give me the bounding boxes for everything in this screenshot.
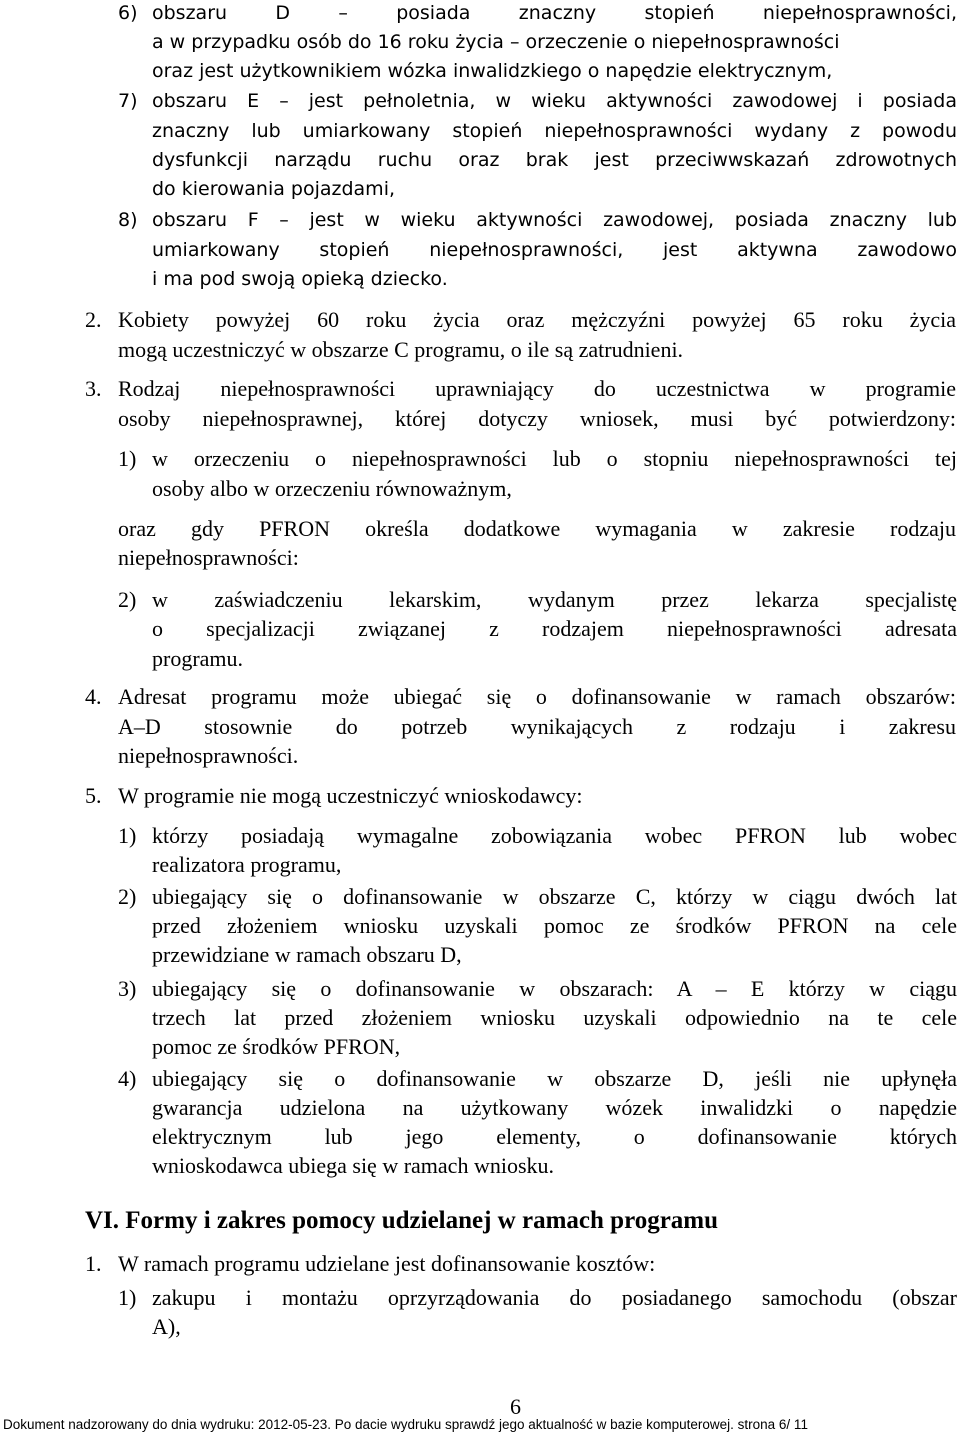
list-number: 7): [118, 90, 138, 112]
text-line: niepełnosprawności.: [118, 743, 299, 768]
text-line: gwarancja udzielona na użytkowany wózek inwalidzki o napędzie: [152, 1095, 957, 1120]
text-line: wnioskodawca ubiega się w ramach wniosku.: [152, 1153, 555, 1178]
text-line: osoby albo w orzeczeniu równoważnym,: [152, 476, 512, 501]
text-line: obszaru D – posiada znaczny stopień niepełnosprawności,: [152, 2, 957, 24]
list-number: 2): [118, 587, 137, 612]
text-line: do kierowania pojazdami,: [152, 178, 396, 200]
text-line: Kobiety powyżej 60 roku życia oraz mężczyźni powyżej 65 roku życia: [118, 307, 956, 332]
text-line: przewidziane w ramach obszaru D,: [152, 942, 462, 967]
text-line: umiarkowany stopień niepełnosprawności, jest aktywna zawodowo: [152, 239, 957, 261]
paragraph-number: 2.: [85, 307, 102, 332]
text-line: W programie nie mogą uczestniczyć wnioskodawcy:: [118, 783, 583, 808]
text-line: A),: [152, 1314, 181, 1339]
text-line: pomoc ze środków PFRON,: [152, 1034, 401, 1059]
list-number: 1): [118, 1285, 137, 1310]
text-line: Rodzaj niepełnosprawności uprawniający do uczestnictwa w programie: [118, 376, 956, 401]
text-line: a w przypadku osób do 16 roku życia – orzeczenie o niepełnosprawności: [152, 31, 840, 53]
page-number: 6: [510, 1394, 521, 1419]
text-line: Adresat programu może ubiegać się o dofinansowanie w ramach obszarów:: [118, 684, 956, 709]
paragraph-number: 1.: [85, 1251, 102, 1276]
list-number: 3): [118, 976, 137, 1001]
text-line: ubiegający się o dofinansowanie w obszarach: A – E którzy w ciągu: [152, 976, 957, 1001]
list-number: 1): [118, 823, 137, 848]
text-line: zakupu i montażu oprzyrządowania do posiadanego samochodu (obszar: [152, 1285, 957, 1310]
text-line: o specjalizacji związanej z rodzajem niepełnosprawności adresata: [152, 616, 957, 641]
text-line: programu.: [152, 646, 244, 671]
text-line: obszaru F – jest w wieku aktywności zawodowej, posiada znaczny lub: [152, 209, 957, 231]
paragraph-number: 4.: [85, 684, 102, 709]
list-number: 4): [118, 1066, 137, 1091]
text-line: oraz gdy PFRON określa dodatkowe wymagania w zakresie rodzaju: [118, 516, 956, 541]
text-line: dysfunkcji narządu ruchu oraz brak jest przeciwwskazań zdrowotnych: [152, 149, 957, 171]
footer-note: Dokument nadzorowany do dnia wydruku: 2012-05-23. Po dacie wydruku sprawdź jego aktualność w bazie komputerowej. strona 6/ 11: [3, 1417, 808, 1432]
text-line: mogą uczestniczyć w obszarze C programu, o ile są zatrudnieni.: [118, 337, 684, 362]
text-line: ubiegający się o dofinansowanie w obszarze C, którzy w ciągu dwóch lat: [152, 884, 957, 909]
text-line: oraz jest użytkownikiem wózka inwalidzkiego o napędzie elektrycznym,: [152, 60, 833, 82]
text-line: A–D stosownie do potrzeb wynikających z rodzaju i zakresu: [118, 714, 956, 739]
text-line: i ma pod swoją opieką dziecko.: [152, 268, 448, 290]
text-line: w zaświadczeniu lekarskim, wydanym przez lekarza specjalistę: [152, 587, 957, 612]
paragraph-number: 5.: [85, 783, 102, 808]
text-line: w orzeczeniu o niepełnosprawności lub o stopniu niepełnosprawności tej: [152, 446, 957, 471]
list-number: 8): [118, 209, 138, 231]
text-line: przed złożeniem wniosku uzyskali pomoc ze środków PFRON na cele: [152, 913, 957, 938]
list-number: 1): [118, 446, 137, 471]
text-line: trzech lat przed złożeniem wniosku uzyskali odpowiednio na te cele: [152, 1005, 957, 1030]
text-line: realizatora programu,: [152, 852, 342, 877]
paragraph-number: 3.: [85, 376, 102, 401]
list-number: 2): [118, 884, 137, 909]
text-line: osoby niepełnosprawnej, której dotyczy wniosek, musi być potwierdzony:: [118, 406, 956, 431]
text-line: niepełnosprawności:: [118, 545, 299, 570]
section-heading: VI. Formy i zakres pomocy udzielanej w ramach programu: [85, 1207, 719, 1234]
list-number: 6): [118, 2, 138, 24]
text-line: W ramach programu udzielane jest dofinansowanie kosztów:: [118, 1251, 656, 1276]
text-line: elektrycznym lub jego elementy, o dofinansowanie których: [152, 1124, 957, 1149]
text-line: obszaru E – jest pełnoletnia, w wieku aktywności zawodowej i posiada: [152, 90, 957, 112]
text-line: znaczny lub umiarkowany stopień niepełnosprawności wydany z powodu: [152, 120, 957, 142]
text-line: ubiegający się o dofinansowanie w obszarze D, jeśli nie upłynęła: [152, 1066, 957, 1091]
text-line: którzy posiadają wymagalne zobowiązania wobec PFRON lub wobec: [152, 823, 957, 848]
